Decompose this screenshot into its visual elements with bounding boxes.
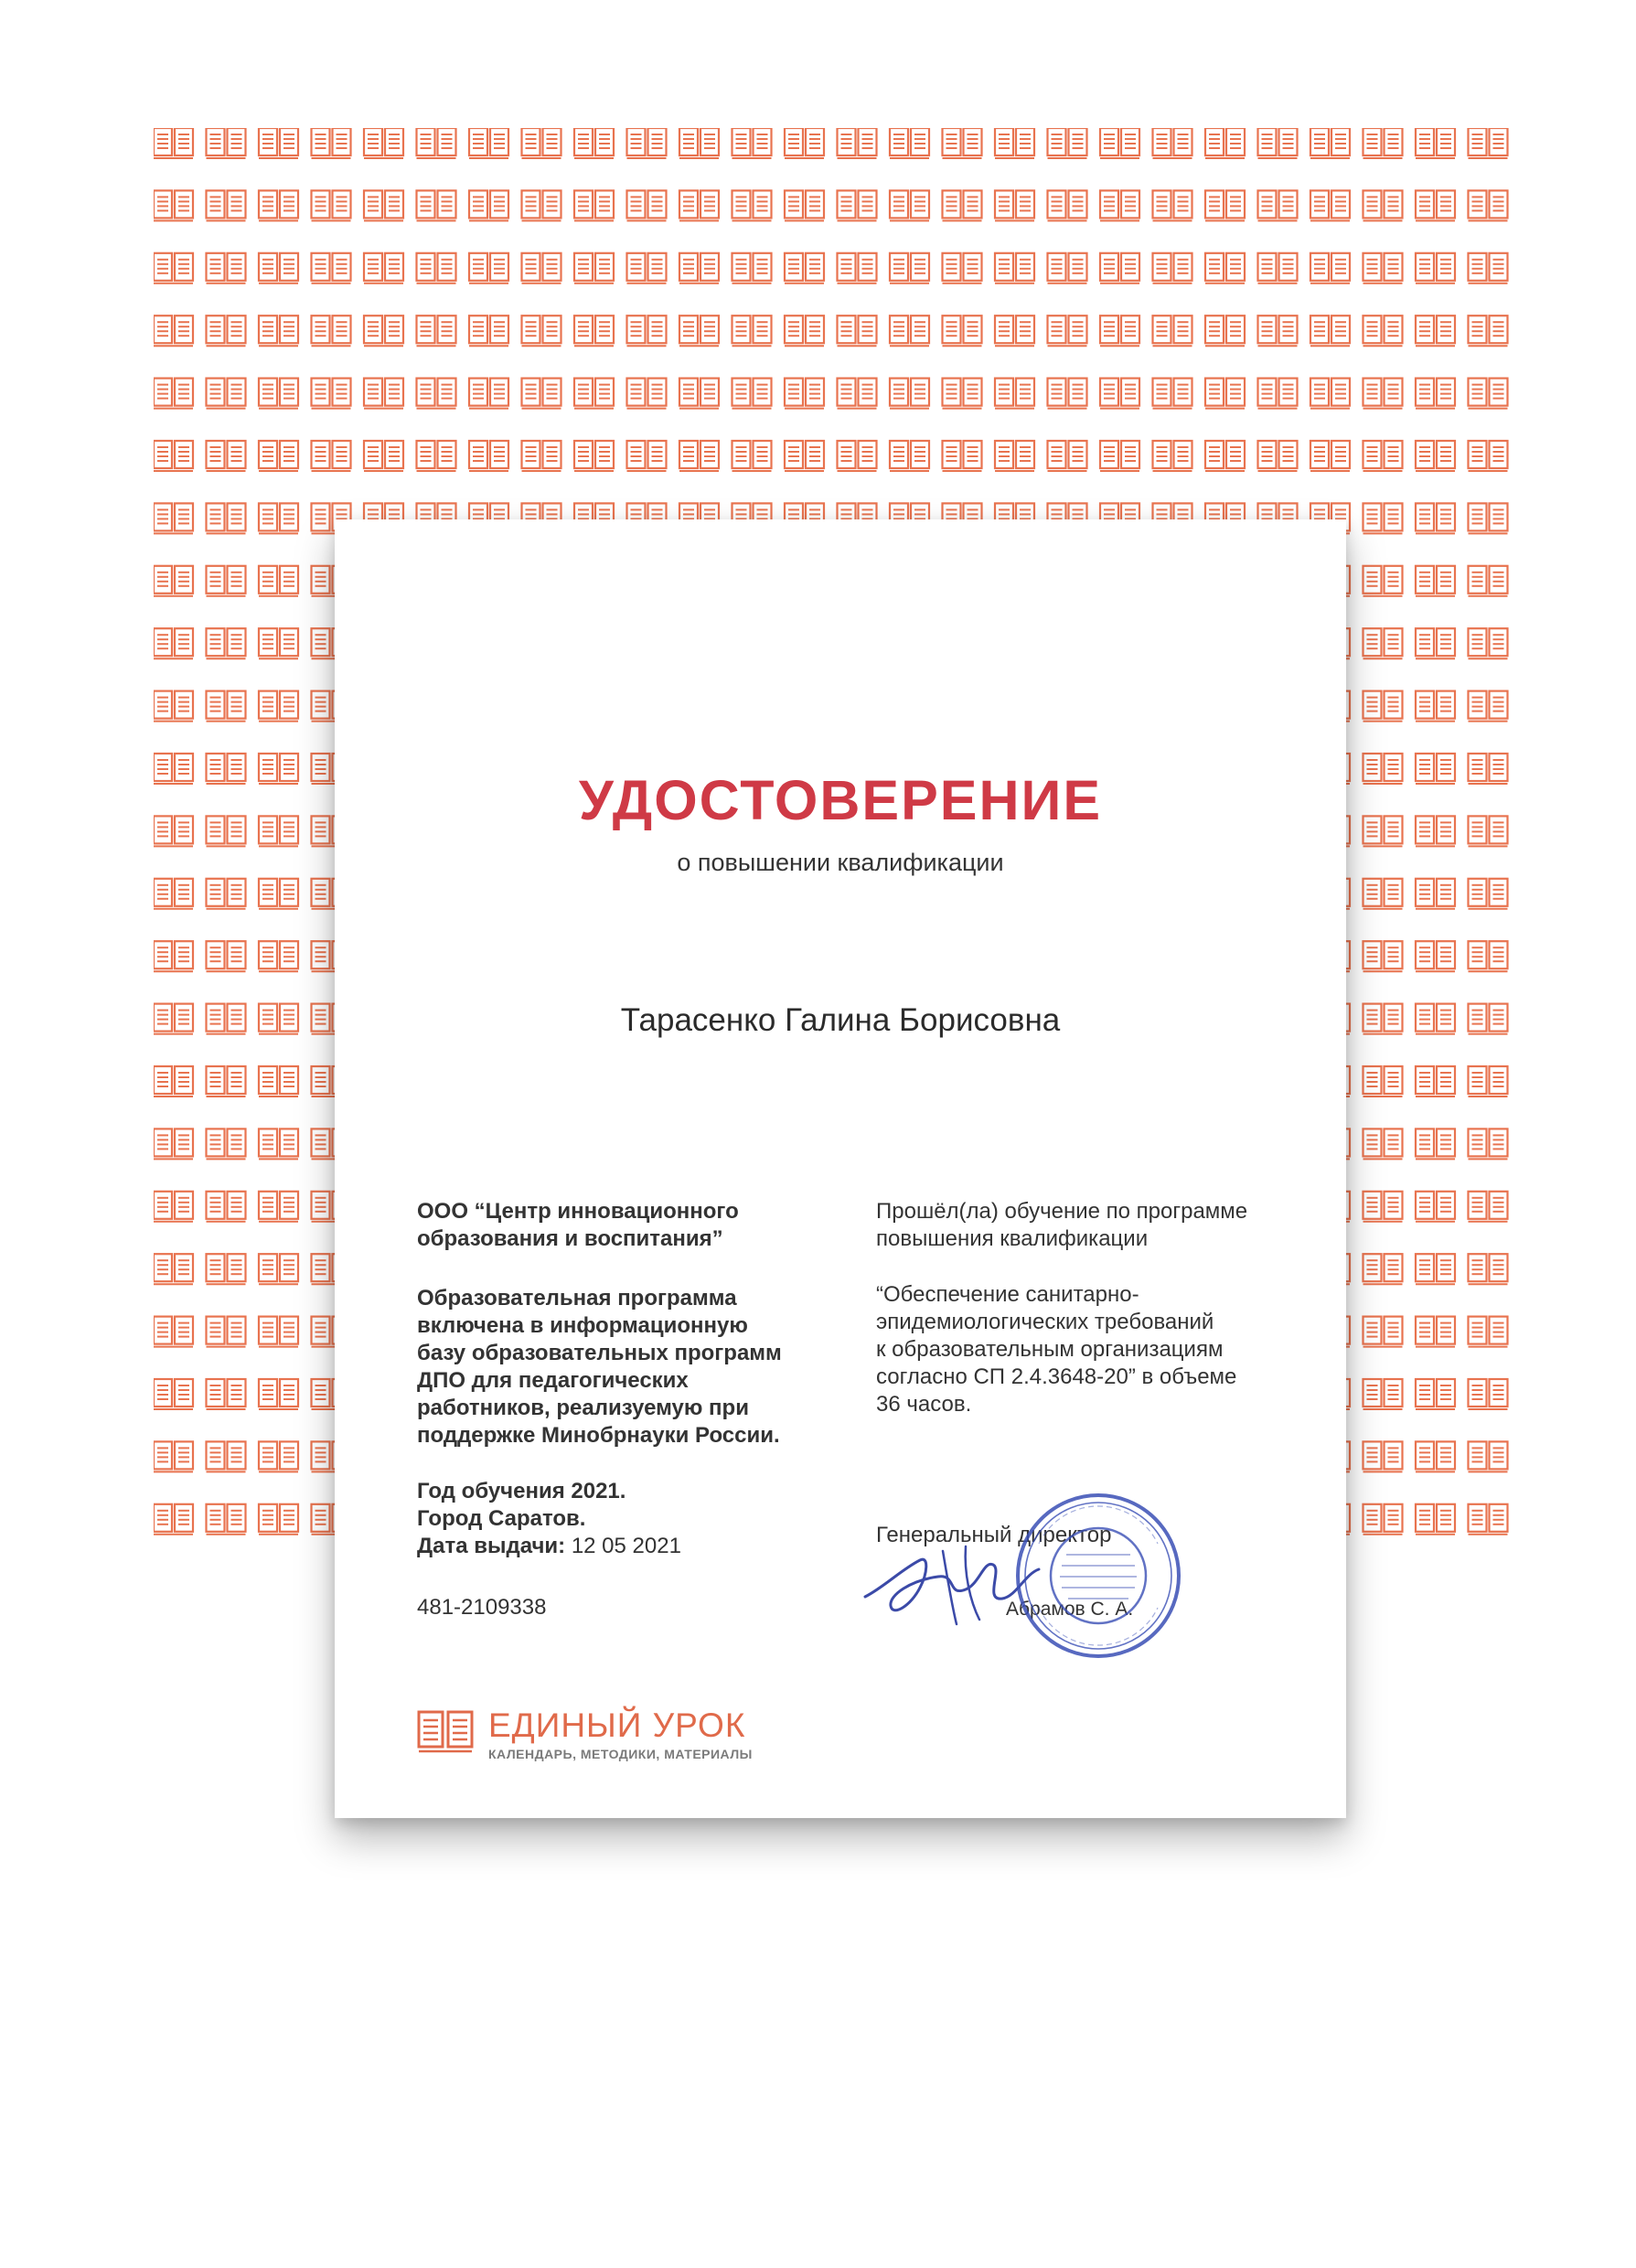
pattern-book-icon: [1258, 441, 1298, 471]
pattern-book-icon: [1363, 691, 1403, 722]
pattern-book-icon: [154, 754, 193, 784]
pattern-book-icon: [1310, 128, 1350, 158]
pattern-book-icon: [259, 441, 298, 471]
pattern-book-icon: [890, 316, 929, 346]
pattern-book-icon: [259, 1254, 298, 1284]
pattern-book-icon: [154, 1066, 193, 1097]
pattern-book-icon: [1363, 816, 1403, 846]
pattern-book-icon: [259, 1317, 298, 1347]
pattern-book-icon: [417, 316, 456, 346]
pattern-book-icon: [312, 316, 351, 346]
pattern-book-icon: [732, 441, 772, 471]
pattern-book-icon: [207, 316, 246, 346]
certificate-subtitle: о повышении квалификации: [677, 849, 1004, 876]
pattern-book-icon: [154, 128, 193, 158]
registration-number: 481-2109338: [417, 1595, 547, 1620]
pattern-book-icon: [1469, 190, 1508, 220]
pattern-book-icon: [154, 879, 193, 909]
pattern-book-icon: [1469, 1066, 1508, 1097]
pattern-book-icon: [1416, 1254, 1455, 1284]
pattern-book-icon: [574, 253, 614, 284]
pattern-book-icon: [1469, 503, 1508, 533]
pattern-book-icon: [207, 754, 246, 784]
pattern-book-icon: [1416, 1066, 1455, 1097]
pattern-book-icon: [207, 190, 246, 220]
pattern-book-icon: [679, 316, 719, 346]
pattern-book-icon: [995, 253, 1034, 284]
director-title: Генеральный директор: [876, 1523, 1112, 1547]
pattern-book-icon: [943, 128, 982, 158]
pattern-book-icon: [679, 379, 719, 409]
pattern-book-icon: [259, 754, 298, 784]
pattern-book-icon: [627, 441, 667, 471]
pattern-book-icon: [627, 190, 667, 220]
course-line: “Обеспечение санитарно-: [876, 1282, 1139, 1307]
pattern-book-icon: [522, 253, 561, 284]
pattern-book-icon: [679, 253, 719, 284]
pattern-book-icon: [154, 316, 193, 346]
pattern-book-icon: [574, 441, 614, 471]
pattern-book-icon: [890, 190, 929, 220]
pattern-book-icon: [785, 190, 824, 220]
pattern-book-icon: [1363, 1379, 1403, 1409]
pattern-book-icon: [785, 379, 824, 409]
pattern-book-icon: [1258, 253, 1298, 284]
pattern-book-icon: [207, 1192, 246, 1222]
pattern-book-icon: [207, 1129, 246, 1159]
pattern-book-icon: [1205, 316, 1245, 346]
pattern-book-icon: [1416, 253, 1455, 284]
pattern-book-icon: [1469, 941, 1508, 971]
pattern-book-icon: [838, 190, 877, 220]
pattern-book-icon: [207, 628, 246, 658]
pattern-book-icon: [154, 816, 193, 846]
pattern-book-icon: [1469, 379, 1508, 409]
pattern-book-icon: [1416, 879, 1455, 909]
pattern-book-icon: [1363, 441, 1403, 471]
pattern-book-icon: [259, 316, 298, 346]
pattern-book-icon: [1310, 316, 1350, 346]
round-seal-stamp-icon: [1011, 1489, 1185, 1663]
program-info-line: базу образовательных программ: [417, 1341, 782, 1365]
pattern-book-icon: [1469, 316, 1508, 346]
completion-line: Прошёл(ла) обучение по программе: [876, 1199, 1248, 1224]
issue-date-label: Дата выдачи:: [417, 1534, 566, 1558]
pattern-book-icon: [890, 379, 929, 409]
pattern-book-icon: [1363, 754, 1403, 784]
pattern-book-icon: [1363, 1004, 1403, 1034]
pattern-book-icon: [259, 128, 298, 158]
pattern-book-icon: [574, 128, 614, 158]
pattern-book-icon: [1363, 941, 1403, 971]
pattern-book-icon: [1469, 441, 1508, 471]
pattern-book-icon: [1310, 253, 1350, 284]
pattern-book-icon: [207, 441, 246, 471]
pattern-book-icon: [1363, 253, 1403, 284]
pattern-book-icon: [154, 941, 193, 971]
pattern-book-icon: [1363, 503, 1403, 533]
pattern-book-icon: [838, 253, 877, 284]
pattern-book-icon: [1153, 379, 1192, 409]
program-info-line: работников, реализуемую при: [417, 1396, 749, 1420]
pattern-book-icon: [1363, 190, 1403, 220]
pattern-book-icon: [1258, 316, 1298, 346]
pattern-book-icon: [574, 316, 614, 346]
edinyi-urok-logo: [417, 1706, 801, 1771]
pattern-book-icon: [1205, 253, 1245, 284]
pattern-book-icon: [1469, 1441, 1508, 1471]
pattern-book-icon: [154, 1004, 193, 1034]
pattern-book-icon: [207, 566, 246, 596]
pattern-book-icon: [1100, 316, 1139, 346]
pattern-book-icon: [154, 503, 193, 533]
pattern-book-icon: [207, 379, 246, 409]
pattern-book-icon: [1363, 1066, 1403, 1097]
pattern-book-icon: [1469, 1004, 1508, 1034]
pattern-book-icon: [1100, 190, 1139, 220]
pattern-book-icon: [1416, 1317, 1455, 1347]
pattern-book-icon: [732, 379, 772, 409]
pattern-book-icon: [207, 1317, 246, 1347]
pattern-book-icon: [469, 379, 508, 409]
pattern-book-icon: [207, 879, 246, 909]
pattern-book-icon: [417, 253, 456, 284]
completion-line: повышения квалификации: [876, 1226, 1149, 1251]
pattern-book-icon: [364, 253, 403, 284]
pattern-book-icon: [1469, 816, 1508, 846]
pattern-book-icon: [1100, 253, 1139, 284]
pattern-book-icon: [995, 316, 1034, 346]
pattern-book-icon: [522, 128, 561, 158]
program-info-line: поддержке Минобрнауки России.: [417, 1423, 780, 1448]
certificate-card: [335, 519, 1346, 1818]
course-line: к образовательным организациям: [876, 1337, 1224, 1362]
pattern-book-icon: [259, 1441, 298, 1471]
pattern-book-icon: [1469, 1129, 1508, 1159]
pattern-book-icon: [259, 941, 298, 971]
pattern-book-icon: [995, 379, 1034, 409]
pattern-book-icon: [154, 1129, 193, 1159]
pattern-book-icon: [259, 1504, 298, 1535]
recipient-name: Тарасенко Галина Борисовна: [620, 1002, 1061, 1038]
pattern-book-icon: [154, 628, 193, 658]
pattern-book-icon: [154, 1441, 193, 1471]
pattern-book-icon: [1469, 253, 1508, 284]
pattern-book-icon: [1416, 503, 1455, 533]
pattern-book-icon: [1363, 1254, 1403, 1284]
pattern-book-icon: [1416, 190, 1455, 220]
pattern-book-icon: [207, 691, 246, 722]
pattern-book-icon: [1416, 1504, 1455, 1535]
pattern-book-icon: [259, 190, 298, 220]
pattern-book-icon: [1363, 566, 1403, 596]
pattern-book-icon: [1048, 379, 1087, 409]
pattern-book-icon: [1469, 879, 1508, 909]
pattern-book-icon: [312, 441, 351, 471]
pattern-book-icon: [1048, 253, 1087, 284]
logo-tagline: КАЛЕНДАРЬ, МЕТОДИКИ, МАТЕРИАЛЫ: [488, 1747, 753, 1761]
course-line: согласно СП 2.4.3648-20” в объеме: [876, 1364, 1237, 1389]
pattern-book-icon: [890, 441, 929, 471]
pattern-book-icon: [1416, 1379, 1455, 1409]
pattern-book-icon: [679, 128, 719, 158]
pattern-book-icon: [627, 379, 667, 409]
pattern-book-icon: [417, 441, 456, 471]
pattern-book-icon: [1363, 128, 1403, 158]
pattern-book-icon: [259, 1004, 298, 1034]
pattern-book-icon: [364, 316, 403, 346]
pattern-book-icon: [207, 1379, 246, 1409]
org-line: образования и воспитания”: [417, 1226, 723, 1251]
pattern-book-icon: [259, 691, 298, 722]
org-line: ООО “Центр инновационного: [417, 1199, 739, 1224]
pattern-book-icon: [943, 441, 982, 471]
pattern-book-icon: [627, 128, 667, 158]
pattern-book-icon: [943, 253, 982, 284]
pattern-book-icon: [1100, 128, 1139, 158]
pattern-book-icon: [574, 190, 614, 220]
issue-date-row: [417, 1533, 829, 1560]
pattern-book-icon: [1416, 941, 1455, 971]
pattern-book-icon: [364, 379, 403, 409]
pattern-book-icon: [469, 316, 508, 346]
pattern-book-icon: [1205, 379, 1245, 409]
pattern-book-icon: [1416, 379, 1455, 409]
pattern-book-icon: [1205, 441, 1245, 471]
pattern-book-icon: [207, 1504, 246, 1535]
pattern-book-icon: [1416, 816, 1455, 846]
pattern-book-icon: [785, 316, 824, 346]
pattern-book-icon: [417, 128, 456, 158]
pattern-book-icon: [890, 253, 929, 284]
pattern-book-icon: [1153, 253, 1192, 284]
logo-name: ЕДИНЫЙ УРОК: [488, 1706, 746, 1744]
pattern-book-icon: [522, 441, 561, 471]
pattern-book-icon: [732, 316, 772, 346]
pattern-book-icon: [154, 1379, 193, 1409]
pattern-book-icon: [1310, 190, 1350, 220]
pattern-book-icon: [1205, 190, 1245, 220]
pattern-book-icon: [154, 566, 193, 596]
pattern-book-icon: [732, 128, 772, 158]
pattern-book-icon: [259, 816, 298, 846]
pattern-book-icon: [1363, 1504, 1403, 1535]
pattern-book-icon: [679, 441, 719, 471]
pattern-book-icon: [154, 253, 193, 284]
pattern-book-icon: [154, 1254, 193, 1284]
pattern-book-icon: [1416, 316, 1455, 346]
pattern-book-icon: [1048, 316, 1087, 346]
pattern-book-icon: [1469, 1254, 1508, 1284]
pattern-book-icon: [522, 316, 561, 346]
pattern-book-icon: [1363, 316, 1403, 346]
pattern-book-icon: [154, 379, 193, 409]
pattern-book-icon: [1416, 441, 1455, 471]
course-line: эпидемиологических требований: [876, 1310, 1214, 1334]
pattern-book-icon: [995, 190, 1034, 220]
issue-date-value: 12 05 2021: [571, 1534, 681, 1558]
pattern-book-icon: [259, 503, 298, 533]
pattern-book-icon: [259, 1379, 298, 1409]
pattern-book-icon: [838, 316, 877, 346]
pattern-book-icon: [469, 190, 508, 220]
pattern-book-icon: [785, 441, 824, 471]
program-info-line: Образовательная программа: [417, 1286, 737, 1311]
pattern-book-icon: [732, 253, 772, 284]
pattern-book-icon: [364, 441, 403, 471]
book-logo-icon: [417, 1710, 474, 1754]
pattern-book-icon: [1469, 628, 1508, 658]
pattern-book-icon: [627, 316, 667, 346]
pattern-book-icon: [1469, 128, 1508, 158]
study-info: [417, 1478, 829, 1560]
pattern-book-icon: [1469, 1379, 1508, 1409]
pattern-book-icon: [259, 253, 298, 284]
pattern-book-icon: [1100, 379, 1139, 409]
pattern-book-icon: [207, 816, 246, 846]
pattern-book-icon: [259, 1129, 298, 1159]
pattern-book-icon: [574, 379, 614, 409]
pattern-book-icon: [1416, 1192, 1455, 1222]
pattern-book-icon: [207, 253, 246, 284]
pattern-book-icon: [943, 316, 982, 346]
pattern-book-icon: [154, 691, 193, 722]
pattern-book-icon: [312, 253, 351, 284]
pattern-book-icon: [154, 1317, 193, 1347]
pattern-book-icon: [995, 441, 1034, 471]
pattern-book-icon: [154, 1192, 193, 1222]
pattern-book-icon: [522, 379, 561, 409]
pattern-book-icon: [259, 379, 298, 409]
pattern-book-icon: [1310, 441, 1350, 471]
pattern-book-icon: [1363, 379, 1403, 409]
pattern-book-icon: [154, 190, 193, 220]
pattern-book-icon: [1153, 128, 1192, 158]
pattern-book-icon: [259, 566, 298, 596]
pattern-book-icon: [1153, 190, 1192, 220]
pattern-book-icon: [1416, 1004, 1455, 1034]
pattern-book-icon: [1153, 316, 1192, 346]
pattern-book-icon: [1469, 1504, 1508, 1535]
pattern-book-icon: [469, 128, 508, 158]
pattern-book-icon: [259, 1192, 298, 1222]
pattern-book-icon: [1205, 128, 1245, 158]
pattern-book-icon: [1048, 190, 1087, 220]
pattern-book-icon: [1469, 566, 1508, 596]
pattern-book-icon: [1469, 754, 1508, 784]
pattern-book-icon: [364, 128, 403, 158]
pattern-book-icon: [1416, 1129, 1455, 1159]
pattern-book-icon: [1363, 1192, 1403, 1222]
pattern-book-icon: [679, 190, 719, 220]
pattern-book-icon: [259, 628, 298, 658]
pattern-book-icon: [1469, 691, 1508, 722]
pattern-book-icon: [1258, 128, 1298, 158]
pattern-book-icon: [785, 253, 824, 284]
pattern-book-icon: [1258, 379, 1298, 409]
pattern-book-icon: [207, 1004, 246, 1034]
pattern-book-icon: [207, 1254, 246, 1284]
program-info-line: включена в информационную: [417, 1313, 748, 1338]
pattern-book-icon: [1469, 1317, 1508, 1347]
pattern-book-icon: [943, 190, 982, 220]
pattern-book-icon: [1363, 1317, 1403, 1347]
pattern-book-icon: [312, 379, 351, 409]
pattern-book-icon: [469, 441, 508, 471]
pattern-book-icon: [1100, 441, 1139, 471]
pattern-book-icon: [627, 253, 667, 284]
pattern-book-icon: [785, 128, 824, 158]
pattern-book-icon: [207, 1066, 246, 1097]
pattern-book-icon: [522, 190, 561, 220]
director-name: Абрамов С. А.: [1006, 1599, 1134, 1620]
pattern-book-icon: [1363, 879, 1403, 909]
pattern-book-icon: [1363, 628, 1403, 658]
pattern-book-icon: [417, 190, 456, 220]
pattern-book-icon: [1048, 441, 1087, 471]
pattern-book-icon: [1416, 566, 1455, 596]
pattern-book-icon: [1416, 128, 1455, 158]
pattern-book-icon: [1416, 754, 1455, 784]
pattern-book-icon: [259, 879, 298, 909]
pattern-book-icon: [890, 128, 929, 158]
pattern-book-icon: [838, 379, 877, 409]
course-name: [876, 1281, 1306, 1418]
pattern-book-icon: [312, 190, 351, 220]
course-line: 36 часов.: [876, 1392, 972, 1417]
pattern-book-icon: [469, 253, 508, 284]
pattern-book-icon: [1363, 1129, 1403, 1159]
pattern-book-icon: [1416, 1441, 1455, 1471]
certificate-title: УДОСТОВЕРЕНИЕ: [578, 769, 1103, 831]
pattern-book-icon: [838, 128, 877, 158]
pattern-book-icon: [1416, 691, 1455, 722]
pattern-book-icon: [207, 1441, 246, 1471]
study-year: Год обучения 2021.: [417, 1479, 626, 1503]
pattern-book-icon: [1153, 441, 1192, 471]
completion-statement: [876, 1198, 1297, 1253]
pattern-book-icon: [154, 441, 193, 471]
pattern-book-icon: [995, 128, 1034, 158]
pattern-book-icon: [1258, 190, 1298, 220]
pattern-book-icon: [207, 503, 246, 533]
study-city: Город Саратов.: [417, 1506, 586, 1531]
pattern-book-icon: [312, 128, 351, 158]
program-info: [417, 1285, 847, 1450]
pattern-book-icon: [943, 379, 982, 409]
pattern-book-icon: [1310, 379, 1350, 409]
pattern-book-icon: [1469, 1192, 1508, 1222]
pattern-book-icon: [732, 190, 772, 220]
pattern-book-icon: [1363, 1441, 1403, 1471]
pattern-book-icon: [207, 128, 246, 158]
pattern-book-icon: [838, 441, 877, 471]
pattern-book-icon: [1416, 628, 1455, 658]
pattern-book-icon: [1048, 128, 1087, 158]
pattern-book-icon: [417, 379, 456, 409]
pattern-book-icon: [259, 1066, 298, 1097]
pattern-book-icon: [207, 941, 246, 971]
pattern-book-icon: [154, 1504, 193, 1535]
organization-name: [417, 1198, 829, 1253]
program-info-line: ДПО для педагогических: [417, 1368, 689, 1393]
pattern-book-icon: [364, 190, 403, 220]
